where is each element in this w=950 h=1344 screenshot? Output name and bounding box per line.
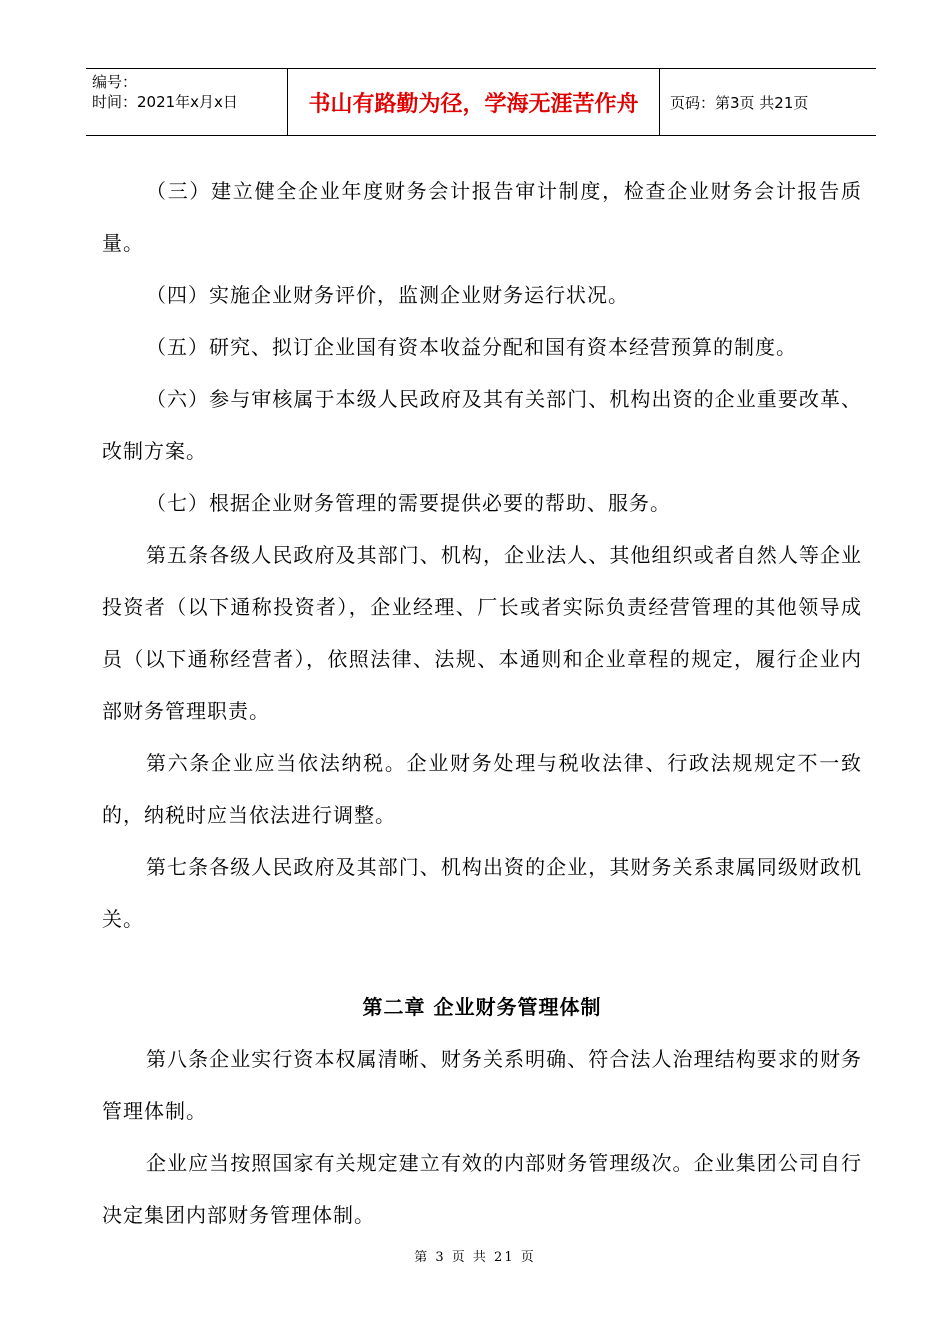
header-meta xyxy=(86,69,288,135)
paragraph: 企业应当按照国家有关规定建立有效的内部财务管理级次。企业集团公司自行决定集团内部财务管理体制。 xyxy=(102,1151,862,1227)
paragraph: 第六条企业应当依法纳税。企业财务处理与税收法律、行政法规规定不一致的，纳税时应当依法进行调整。 xyxy=(102,751,862,827)
page-header xyxy=(86,68,876,136)
page-footer: 第 3 页 共 21 页 xyxy=(414,1250,536,1265)
paragraph: 第八条企业实行资本权属清晰、财务关系明确、符合法人治理结构要求的财务管理体制。 xyxy=(102,1047,862,1123)
paragraph: 第七条各级人民政府及其部门、机构出资的企业，其财务关系隶属同级财政机关。 xyxy=(102,855,862,931)
document-body xyxy=(102,165,862,1241)
paragraph: 第五条各级人民政府及其部门、机构，企业法人、其他组织或者自然人等企业投资者（以下通称投资者），企业经理、厂长或者实际负责经营管理的其他领导成员（以下通称经营者），依照法律、法规、本通则和企业章程的规定，履行企业内部财务管理职责。 xyxy=(102,543,862,723)
document-time: 时间：2021年x月x日 xyxy=(92,93,238,111)
paragraph: （五）研究、拟订企业国有资本收益分配和国有资本经营预算的制度。 xyxy=(146,335,797,359)
paragraph: （七）根据企业财务管理的需要提供必要的帮助、服务。 xyxy=(146,491,671,515)
paragraph: （三）建立健全企业年度财务会计报告审计制度，检查企业财务会计报告质量。 xyxy=(102,179,862,255)
header-page-number: 页码：第3页 共21页 xyxy=(670,93,809,112)
paragraph: （四）实施企业财务评价，监测企业财务运行状况。 xyxy=(146,283,629,307)
document-number: 编号： xyxy=(92,73,138,91)
header-motto: 书山有路勤为径，学海无涯苦作舟 xyxy=(288,69,660,135)
chapter-title: 第二章 企业财务管理体制 xyxy=(362,995,602,1019)
paragraph: （六）参与审核属于本级人民政府及其有关部门、机构出资的企业重要改革、改制方案。 xyxy=(102,387,862,463)
